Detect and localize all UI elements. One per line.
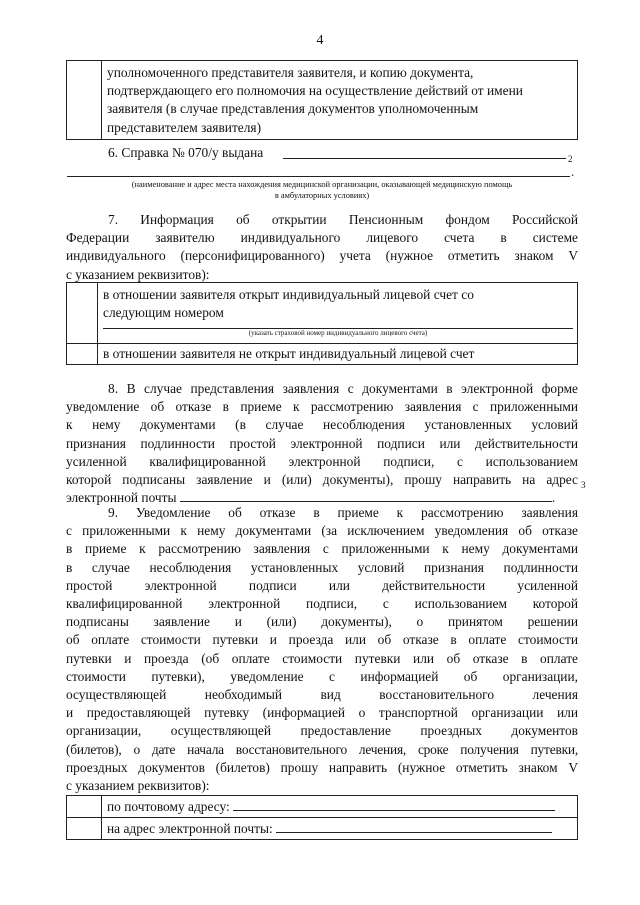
item-9-line: стоимости путевки), уведомление с информацией об организации, [66,668,578,684]
box-line: заявителя (в случае представления документов уполномоченным [107,101,479,117]
email-fill-line[interactable] [180,489,552,502]
item-6-caption [66,179,578,201]
item-6-label: 6. Справка № 070/у выдана [108,145,264,160]
caption-line: (наименование и адрес места нахождения медицинской организации, оказывающей медицинскую помощь [131,180,513,189]
option-1-text [98,283,578,344]
item-9-line: (билетов), о дате начала восстановительного лечения, сроке получения путевки, [66,741,578,757]
item-9-line: путевки и проезда (об оплате стоимости путевки или об отказе в оплате [66,650,578,666]
item-9-line: с приложенными к нему документами (за исключением уведомления об отказе [66,523,578,539]
box-text [102,61,578,140]
item-9-line: с указанием реквизитов): [66,778,210,794]
item-7-line: индивидуального (персонифицированного) учета (нужное отметить знаком V [66,248,578,264]
item-8-email-label: электронной почты [66,490,177,506]
checkbox-cell[interactable] [67,61,102,140]
item-9-line: осуществляющей необходимый вид восстановительного лечения [66,687,578,703]
option-2-text: в отношении заявителя не открыт индивидуальный лицевой счет [98,344,578,365]
postal-address-fill-line[interactable] [233,798,555,811]
item-8-period: . [551,490,556,506]
postal-checkbox[interactable] [67,796,102,818]
item-9-line: в приеме к рассмотрению заявления с приложенными к нему документами [66,541,578,557]
item-8-line: уведомление об отказе в приеме к рассмотрению заявления с приложенными [66,399,578,415]
box-line: уполномоченного представителя заявителя, и копию документа, [107,65,474,80]
item-7-line: 7. Информация об открытии Пенсионным фондом Российской [108,212,578,227]
item-8-line: 8. В случае представления заявления с документами в электронной форме [108,381,578,396]
option-1-checkbox[interactable] [67,283,98,344]
option-2-checkbox[interactable] [67,344,98,365]
email-checkbox[interactable] [67,818,102,840]
item-8-line: которой подписаны заявление и (или) документы), прошу направить на адрес [66,472,578,488]
item-9-line: и предоставляющей путевку (информацией о транспортной организации или [66,705,578,721]
page-number: 4 [316,33,324,48]
item-6-fill-line-2[interactable] [67,176,570,177]
item-6-period: . [571,164,575,179]
item-9-line: 9. Уведомление об отказе в приеме к рассмотрению заявления [108,505,578,520]
item-9-line: организации, осуществляющей предоставление проездных документов [66,723,578,739]
email-option [102,818,578,840]
item-8-line: к нему документами (в случае несоблюдения установленных условий [66,417,578,433]
item-9-line: об оплате стоимости путевки и проезда или об отказе в оплате стоимости [66,632,578,648]
item-9-line: проездных документов (билетов) прошу направить (нужное отметить знаком V [66,759,578,775]
postal-label: по почтовому адресу: [107,799,230,814]
item-7 [66,211,578,284]
item-6 [108,144,578,162]
pension-account-options [66,282,578,365]
item-8 [66,380,578,507]
email-address-fill-line[interactable] [276,820,552,833]
postal-option [102,796,578,818]
box-line: представителем заявителя) [107,119,262,135]
footnote-2: 2 [568,154,573,164]
item-8-line: усиленной квалифицированной электронной подписи, с использованием [66,453,578,469]
item-9-line: простой электронной подписи или действительности усиленной [66,577,578,593]
item-8-line: признания подлинности простой электронной подписи или действительности [66,435,578,451]
item-7-line: с указанием реквизитов): [66,266,210,282]
item-9 [66,504,578,795]
option-1-line: в отношении заявителя открыт индивидуальный лицевой счет со [103,287,474,302]
footnote-3: 3 [581,480,586,490]
email-label: на адрес электронной почты: [107,821,273,836]
caption-line: в амбулаторных условиях) [274,191,370,200]
item-6-fill-line[interactable] [283,158,566,159]
option-1-caption: (указать страховой номер индивидуального лицевого счета) [248,329,428,338]
option-1-line: следующим номером [103,305,224,321]
item-9-line: в случае несоблюдения установленных условий признания подлинности [66,559,578,575]
item-7-line: Федерации заявителю индивидуального лицевого счета в системе [66,230,578,246]
applicant-representative-box [66,60,578,140]
notification-delivery-options [66,795,578,840]
item-9-line: квалифицированной электронной подписи, с использованием которой [66,596,578,612]
item-9-line: подписаны заявление и (или) документы), о принятом решении [66,614,578,630]
box-line: подтверждающего его полномочия на осуществление действий от имени [107,83,523,99]
